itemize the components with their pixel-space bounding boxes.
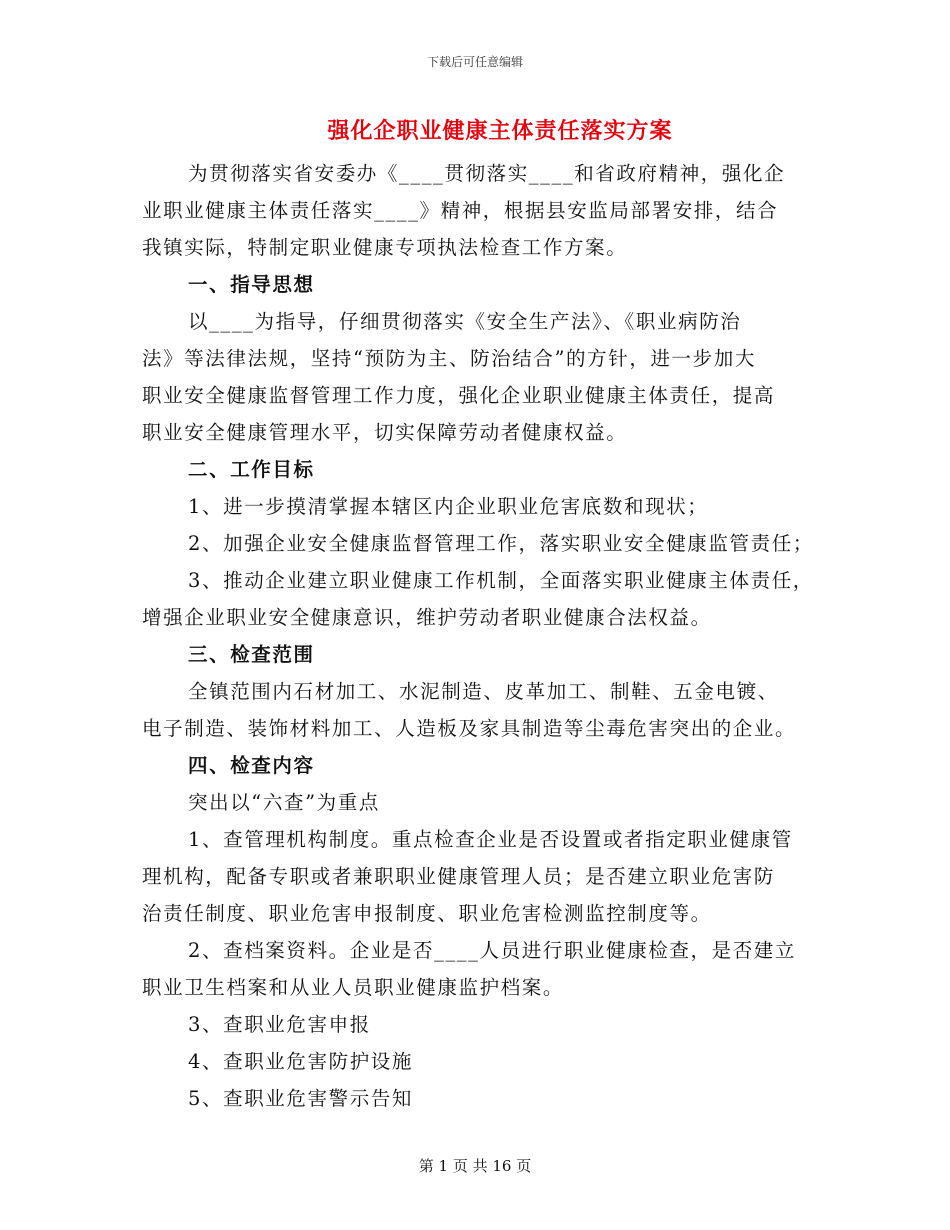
paragraph-line: 治责任制度、职业危害申报制度、职业危害检测监控制度等。 — [142, 902, 712, 925]
section-heading: 二、工作目标 — [188, 458, 315, 481]
paragraph-line: 以____为指导，仔细贯彻落实《安全生产法》、《职业病防治 — [188, 310, 742, 333]
document-title: 强化企职业健康主体责任落实方案 — [327, 118, 673, 144]
paragraph-line: 增强企业职业安全健康意识，维护劳动者职业健康合法权益。 — [142, 606, 712, 629]
section-heading: 一、指导思想 — [188, 273, 315, 296]
list-item: 1、查管理机构制度。重点检查企业是否设置或者指定职业健康管 — [188, 828, 793, 851]
paragraph-line: 职业安全健康监督管理工作力度，强化企业职业健康主体责任，提高 — [142, 384, 776, 407]
list-item: 5、查职业危害警示告知 — [188, 1087, 414, 1110]
paragraph-line: 电子制造、装饰材料加工、人造板及家具制造等尘毒危害突出的企业。 — [142, 717, 797, 740]
paragraph-line: 法》等法律法规，坚持“预防为主、防治结合”的方针，进一步加大 — [142, 347, 756, 370]
paragraph-line: 职业安全健康管理水平，切实保障劳动者健康权益。 — [142, 421, 628, 444]
document-body — [142, 155, 812, 1117]
header-note: 下载后可任意编辑 — [426, 55, 523, 69]
list-item: 2、加强企业安全健康监督管理工作，落实职业安全健康监管责任； — [188, 532, 814, 555]
section-heading: 四、检查内容 — [188, 754, 315, 777]
paragraph-line: 为贯彻落实省安委办《____贯彻落实____和省政府精神，强化企 — [188, 162, 786, 185]
list-item: 2、查档案资料。企业是否____人员进行职业健康检查，是否建立 — [188, 939, 797, 962]
paragraph-line: 我镇实际，特制定职业健康专项执法检查工作方案。 — [142, 236, 628, 259]
page-footer: 第 1 页 共 16 页 — [418, 1157, 532, 1175]
list-item: 3、推动企业建立职业健康工作机制，全面落实职业健康主体责任， — [188, 569, 814, 592]
paragraph-line: 全镇范围内石材加工、水泥制造、皮革加工、制鞋、五金电镀、 — [188, 680, 779, 703]
section-heading: 三、检查范围 — [188, 643, 315, 666]
list-item: 4、查职业危害防护设施 — [188, 1050, 414, 1073]
paragraph-line: 业职业健康主体责任落实____》精神，根据县安监局部署安排，结合 — [142, 199, 779, 222]
paragraph-line: 突出以“六查”为重点 — [188, 791, 380, 814]
list-item: 3、查职业危害申报 — [188, 1013, 371, 1036]
list-item: 1、进一步摸清掌握本辖区内企业职业危害底数和现状； — [188, 495, 709, 518]
paragraph-line: 理机构，配备专职或者兼职职业健康管理人员；是否建立职业危害防 — [142, 865, 776, 888]
paragraph-line: 职业卫生档案和从业人员职业健康监护档案。 — [142, 976, 565, 999]
